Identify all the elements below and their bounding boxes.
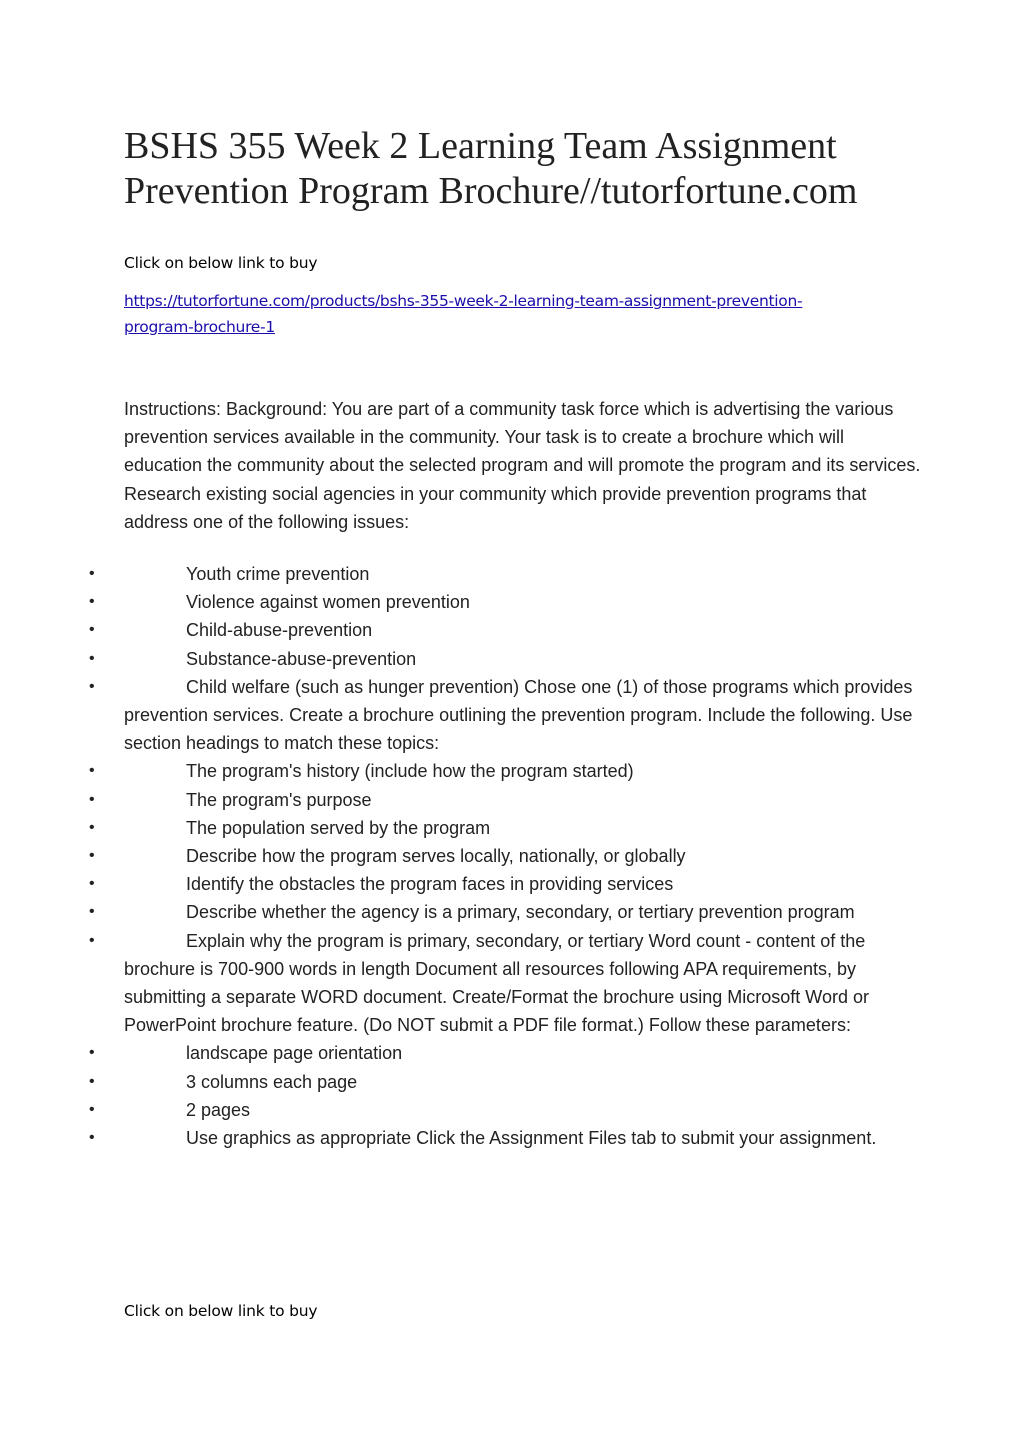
bullet-icon: • xyxy=(89,1044,95,1062)
bullet-icon: • xyxy=(89,903,95,921)
bullet-icon: • xyxy=(89,847,95,865)
list-item-text: The program's purpose xyxy=(186,789,372,810)
bullet-icon: • xyxy=(89,1072,95,1090)
bullet-icon: • xyxy=(89,1100,95,1118)
bullet-icon: • xyxy=(89,790,95,808)
list-item xyxy=(0,842,914,870)
list-item-text: Child welfare (such as hunger prevention) Chose one (1) of those programs which provides prevention services. Create a brochure outlining the prevention program. Include the following. Use section headings to match these topics: xyxy=(124,676,913,754)
list-item-text: The population served by the program xyxy=(186,817,491,838)
buy-link[interactable] xyxy=(124,288,884,340)
list-item xyxy=(0,870,914,898)
list-item xyxy=(0,898,914,926)
list-item xyxy=(0,560,914,588)
list-item xyxy=(0,1068,914,1096)
list-item xyxy=(0,927,914,1040)
list-item-text: Child-abuse-prevention xyxy=(186,620,373,641)
list-item-text: Youth crime prevention xyxy=(186,564,370,584)
bullet-icon: • xyxy=(89,621,95,639)
list-item xyxy=(0,1124,914,1152)
bullet-icon: • xyxy=(89,931,95,949)
document-title xyxy=(124,124,944,214)
list-item-text: Explain why the program is primary, secondary, or tertiary Word count - content of the brochure is 700-900 words in length Document all resources following APA requirements, by submitting a separate WORD document. Create/Format the brochure using Microsoft Word or PowerPoint brochure feature. (Do NOT submit a PDF file format.) Follow these parameters: xyxy=(124,930,869,1036)
list-item-text: Substance-abuse-prevention xyxy=(186,648,417,669)
list-item xyxy=(0,645,914,673)
list-item-text: 2 pages xyxy=(186,1099,251,1120)
list-item xyxy=(0,1039,914,1067)
list-item-text: Violence against women prevention xyxy=(186,592,470,613)
list-item-text: The program's history (include how the program started) xyxy=(186,761,634,782)
bullet-icon: • xyxy=(89,818,95,836)
bullet-icon: • xyxy=(89,875,95,893)
list-item xyxy=(0,588,914,616)
bullet-icon: • xyxy=(89,649,95,667)
buy-label-top: Click on below link to buy xyxy=(124,254,318,272)
list-item xyxy=(0,814,914,842)
list-item-text: 3 columns each page xyxy=(186,1071,358,1092)
list-item-text: Use graphics as appropriate Click the Assignment Files tab to submit your assignment. xyxy=(186,1128,877,1149)
list-item-text: Describe how the program serves locally, nationally, or globally xyxy=(186,846,686,867)
requirements-list xyxy=(0,560,1024,1152)
buy-link-line-2[interactable]: program-brochure-1 xyxy=(124,318,275,336)
list-item xyxy=(0,786,914,814)
buy-link-line-1[interactable]: https://tutorfortune.com/products/bshs-355-week-2-learning-team-assignment-prevention- xyxy=(124,292,803,310)
title-line-1: BSHS 355 Week 2 Learning Team Assignment xyxy=(124,125,837,167)
buy-label-bottom: Click on below link to buy xyxy=(124,1302,318,1320)
bullet-icon: • xyxy=(89,565,95,582)
bullet-icon: • xyxy=(89,762,95,780)
bullet-icon: • xyxy=(89,593,95,611)
list-item xyxy=(0,757,914,785)
list-item-text: Describe whether the agency is a primary, secondary, or tertiary prevention program xyxy=(186,902,855,923)
list-item-text: Identify the obstacles the program faces in providing services xyxy=(186,874,674,895)
list-item xyxy=(0,673,914,758)
title-line-2: Prevention Program Brochure//tutorfortune.com xyxy=(124,170,858,212)
list-item xyxy=(0,616,914,644)
bullet-icon: • xyxy=(89,1129,95,1147)
instructions-paragraph: Instructions: Background: You are part of a community task force which is advertising the various prevention services available in the community. Your task is to create a brochure which will education the community about the selected program and will promote the program and its services. Research existing social agencies in your community which provide prevention programs that address one of the following issues: xyxy=(124,399,921,532)
list-item-text: landscape page orientation xyxy=(186,1043,403,1064)
list-item xyxy=(0,1096,914,1124)
bullet-icon: • xyxy=(89,677,95,695)
